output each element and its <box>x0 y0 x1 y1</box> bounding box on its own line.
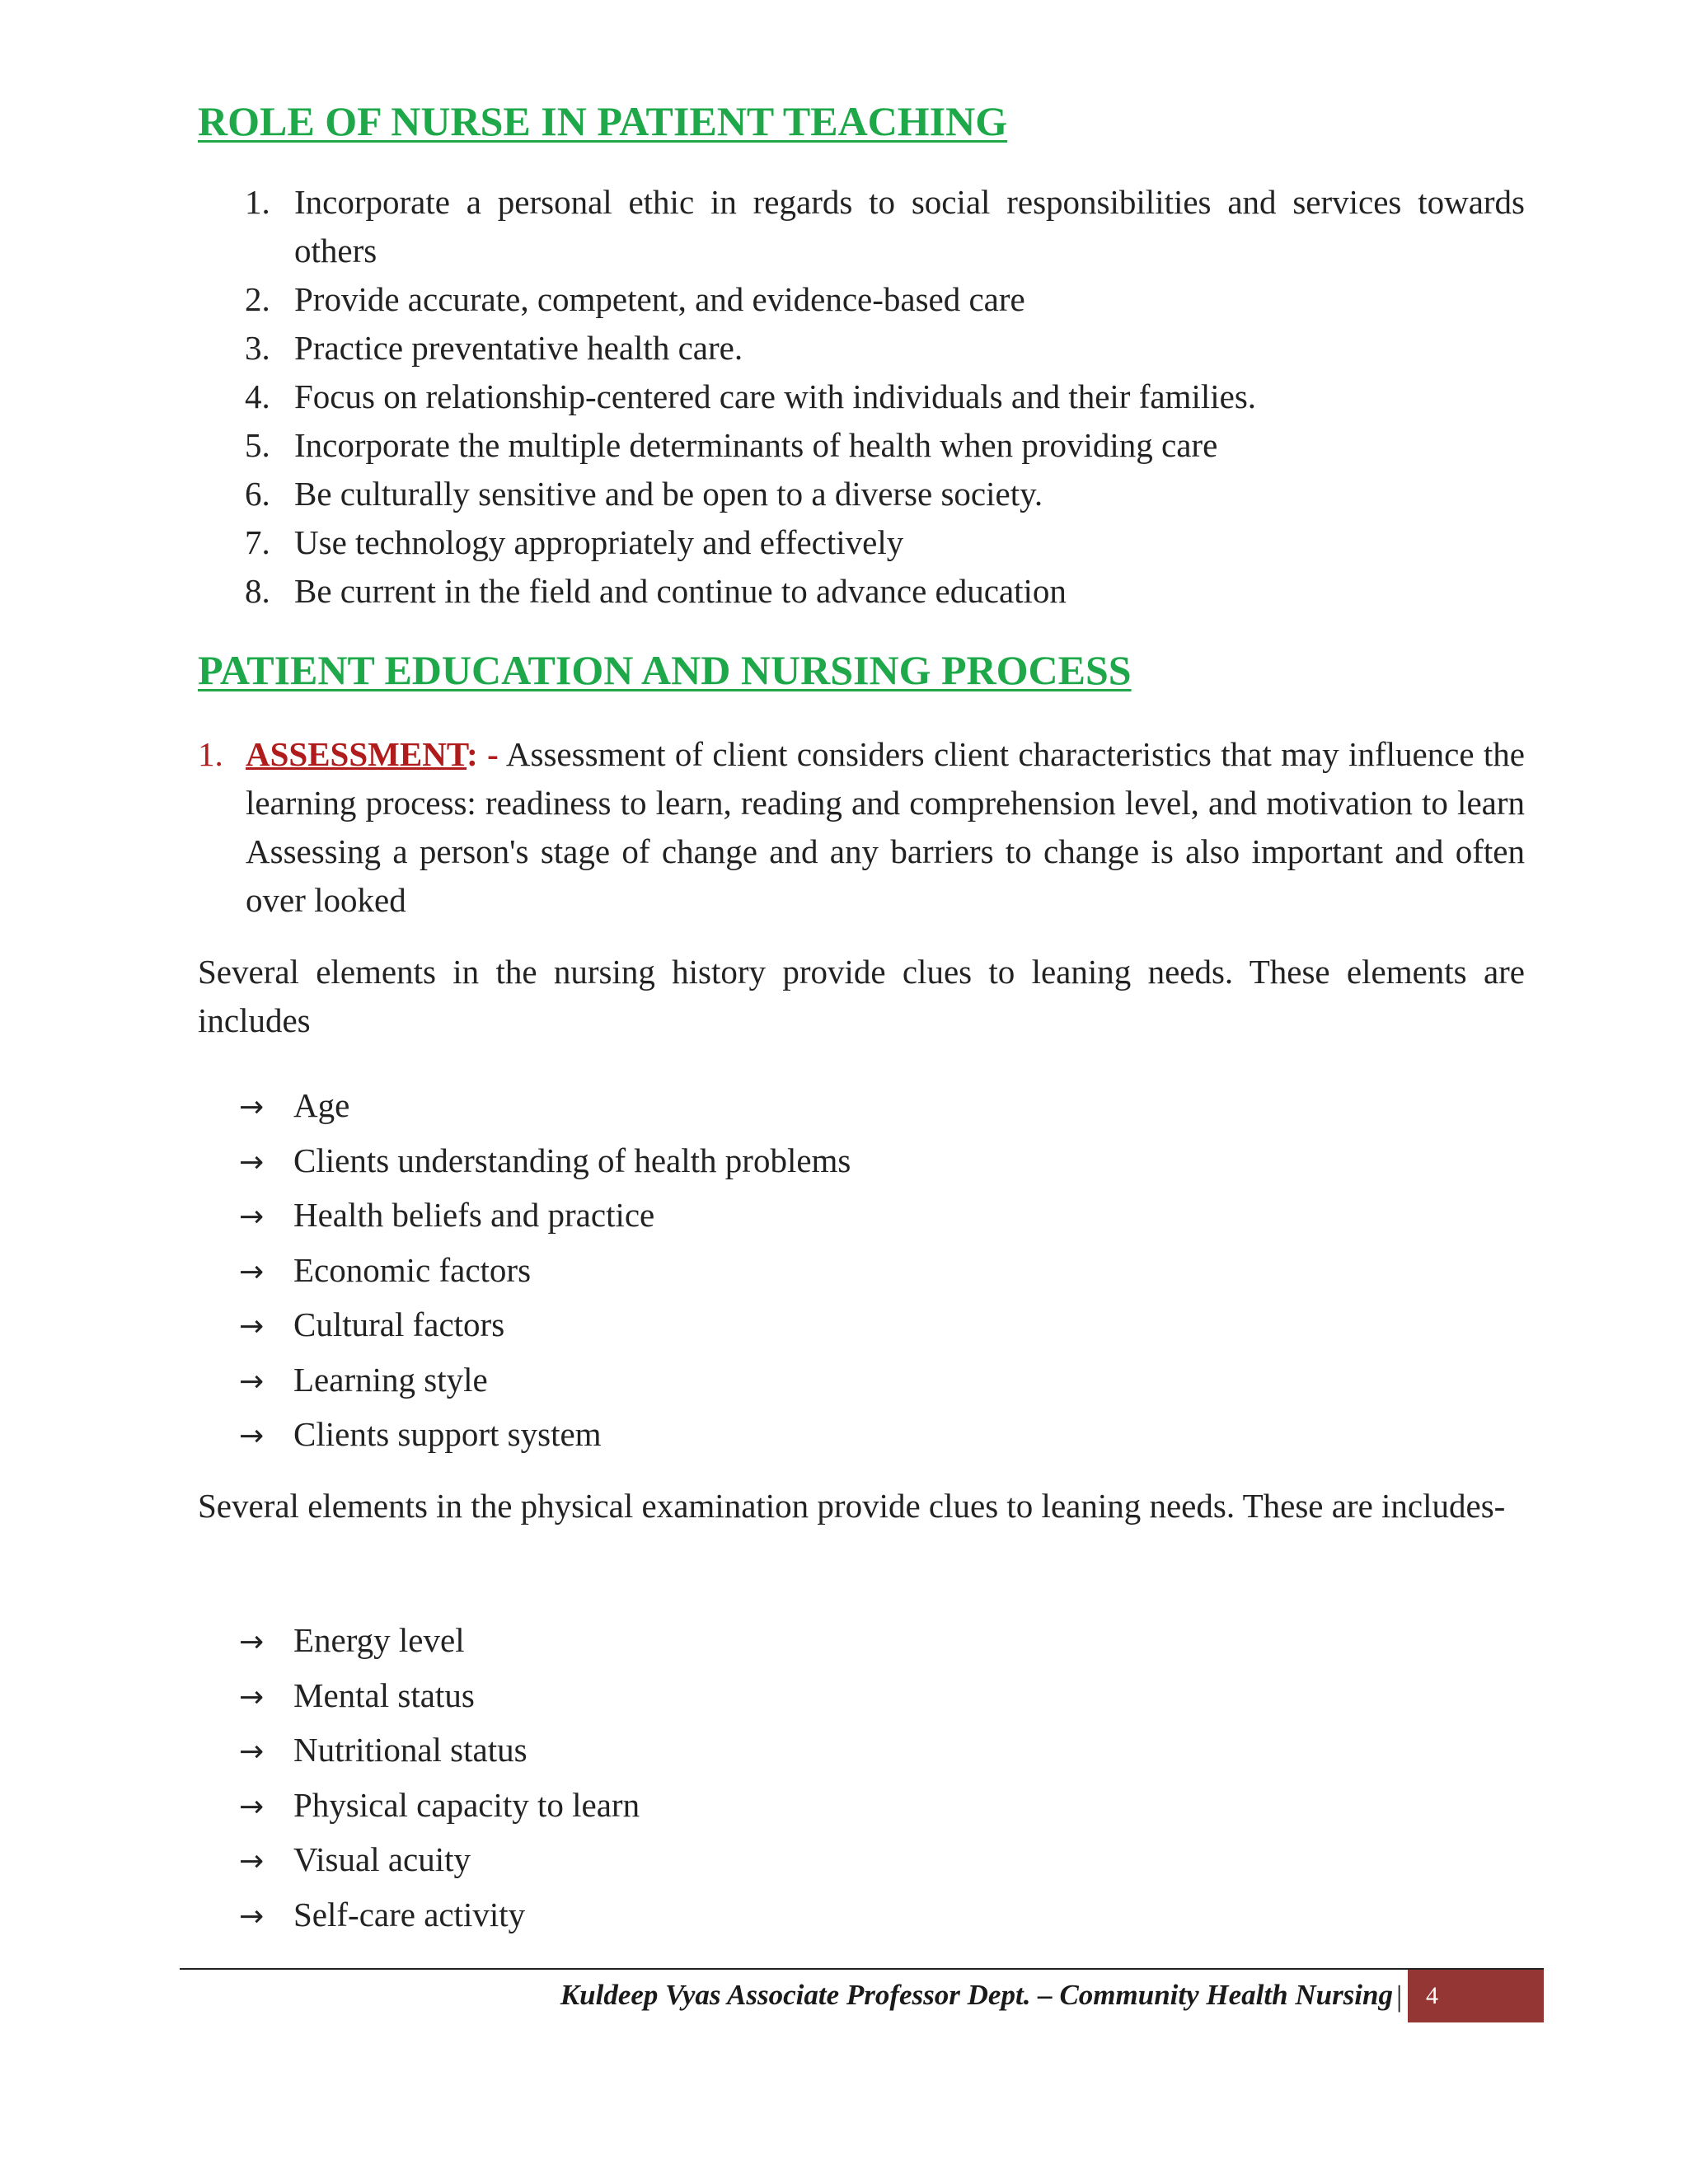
arrow-icon: → <box>239 1200 265 1234</box>
list-item-text: Mental status <box>293 1675 475 1714</box>
list-item-text: Cultural factors <box>293 1305 505 1343</box>
arrow-icon: → <box>239 1680 265 1714</box>
list-number: 1. <box>245 183 270 221</box>
list-item <box>239 1188 851 1243</box>
exam-elements-list <box>239 1613 640 1942</box>
list-number: 7. <box>245 523 270 561</box>
arrow-icon: → <box>239 1254 265 1289</box>
assessment-text: Assessment of client considers client characteristics that may influence the learning process: readiness to learn, reading and comprehension level, and motivation to learn Assessing a person's stage of change and any barriers to change is also important and often over looked <box>246 735 1525 919</box>
arrow-icon: → <box>239 1310 265 1343</box>
section-heading-patient-education: PATIENT EDUCATION AND NURSING PROCESS <box>198 647 1132 693</box>
arrow-icon: → <box>239 1090 265 1124</box>
list-item <box>198 324 1525 373</box>
arrow-icon: → <box>239 1625 265 1659</box>
list-item-text: Learning style <box>293 1360 488 1399</box>
list-item-text: Be current in the field and continue to advance education <box>294 572 1067 610</box>
list-item <box>239 1243 851 1298</box>
list-item <box>239 1832 640 1887</box>
list-number: 3. <box>245 329 270 367</box>
list-item <box>239 1613 640 1668</box>
list-item <box>239 1078 851 1133</box>
list-item <box>198 567 1525 616</box>
list-number: 1. <box>198 735 223 773</box>
nursing-process-list <box>198 730 1525 925</box>
list-item <box>239 1297 851 1352</box>
section-heading-role-of-nurse: ROLE OF NURSE IN PATIENT TEACHING <box>198 98 1008 144</box>
arrow-icon: → <box>239 1735 265 1769</box>
list-item <box>198 178 1525 275</box>
arrow-icon: → <box>239 1844 265 1878</box>
role-list <box>198 178 1525 616</box>
list-number: 2. <box>245 280 270 318</box>
list-item <box>239 1778 640 1833</box>
list-number: 6. <box>245 475 270 513</box>
list-item-text: Clients understanding of health problems <box>293 1141 851 1179</box>
list-item-text: Self-care activity <box>293 1895 526 1933</box>
list-item <box>239 1352 851 1408</box>
list-number: 8. <box>245 572 270 610</box>
list-item <box>239 1887 640 1943</box>
list-item-text: Age <box>293 1086 350 1124</box>
list-item-text: Incorporate a personal ethic in regards to social responsibilities and services towards others <box>294 183 1525 269</box>
list-item <box>239 1407 851 1462</box>
arrow-icon: → <box>239 1789 265 1824</box>
list-item <box>198 373 1525 421</box>
list-item-text: Focus on relationship-centered care with individuals and their families. <box>294 377 1257 415</box>
footer-separator: | <box>1396 1980 1403 2013</box>
exam-intro-paragraph: Several elements in the physical examination provide clues to leaning needs. These are includes- <box>198 1487 1506 1525</box>
list-item-text: Provide accurate, competent, and evidence-based care <box>294 280 1025 318</box>
list-item-text: Practice preventative health care. <box>294 329 743 367</box>
arrow-icon: → <box>239 1145 265 1179</box>
footer-author: Kuldeep Vyas Associate Professor Dept. – Community Health Nursing <box>560 1979 1393 2011</box>
list-item-text: Use technology appropriately and effectively <box>294 523 904 561</box>
list-number: 4. <box>245 377 270 415</box>
list-item <box>198 518 1525 567</box>
list-item <box>198 275 1525 324</box>
assessment-label: ASSESSMENT <box>246 735 467 773</box>
list-item-text: Physical capacity to learn <box>293 1785 640 1824</box>
list-item-assessment <box>198 730 1525 925</box>
list-item-text: Energy level <box>293 1621 465 1659</box>
list-item-text: Incorporate the multiple determinants of health when providing care <box>294 426 1218 464</box>
list-item-text: Be culturally sensitive and be open to a diverse society. <box>294 475 1043 513</box>
list-item-text: Health beliefs and practice <box>293 1196 655 1234</box>
history-elements-list <box>239 1078 851 1462</box>
list-number: 5. <box>245 426 270 464</box>
list-item-text: Visual acuity <box>293 1840 471 1878</box>
list-item <box>198 421 1525 470</box>
list-item <box>239 1722 640 1778</box>
arrow-icon: → <box>239 1899 265 1933</box>
footer-rule <box>180 1968 1544 1970</box>
list-item <box>198 470 1525 518</box>
page-number-badge: 4 <box>1408 1970 1544 2022</box>
arrow-icon: → <box>239 1419 265 1453</box>
arrow-icon: → <box>239 1364 265 1399</box>
list-item-text: Economic factors <box>293 1250 532 1289</box>
history-intro-paragraph: Several elements in the nursing history provide clues to leaning needs. These elements are includes <box>198 953 1525 1039</box>
assessment-separator: : - <box>467 735 499 773</box>
list-item-text: Clients support system <box>293 1415 602 1453</box>
list-item-text: Nutritional status <box>293 1731 528 1769</box>
list-item <box>239 1133 851 1188</box>
list-item <box>239 1668 640 1723</box>
